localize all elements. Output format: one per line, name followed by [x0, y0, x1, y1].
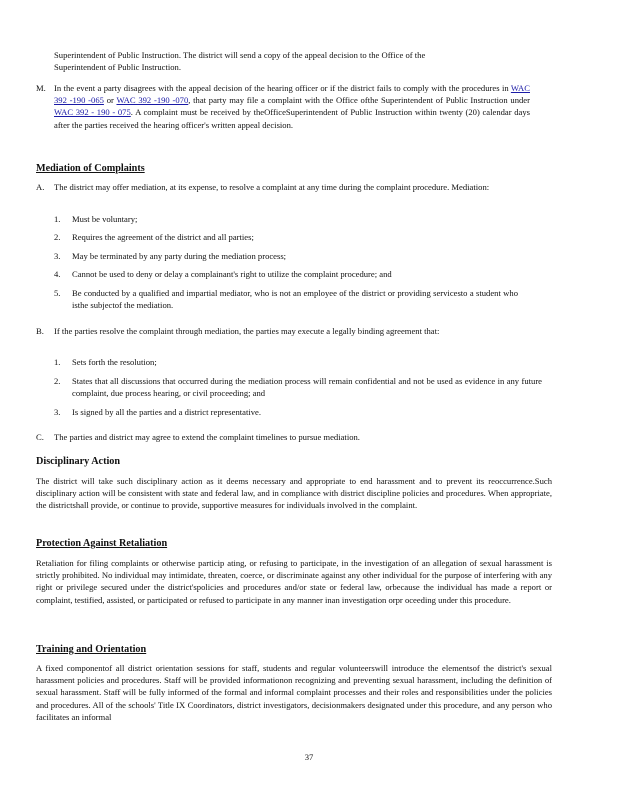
mediation-b-paragraph: If the parties resolve the complaint through mediation, the parties may execute a legally binding agreement that: [54, 326, 440, 336]
continuation-line-1: Superintendent of Public Instruction. The district will send a copy of the appeal decision to the Office of the [54, 50, 426, 60]
list-number: 1. [54, 214, 61, 224]
item-marker-m: M. [36, 83, 46, 93]
item-m-text-1: In the event a party disagrees with the appeal decision of the hearing officer or if the district fails to comply with the procedures in [54, 83, 509, 93]
section-heading-mediation: Mediation of Complaints [36, 163, 145, 174]
list-number: 3. [54, 251, 61, 261]
list-number: 3. [54, 407, 61, 417]
item-m-text-4: . A complaint must be received by theOfficeSuperintendent of Public Instruction within twenty (20) calendar days after the parties received the hearing officer's written appeal decision. [54, 107, 530, 130]
mediation-c-paragraph: The parties and district may agree to extend the complaint timelines to pursue mediation. [54, 432, 360, 442]
training-paragraph: A fixed componentof all district orientation sessions for staff, students and regular volunteerswill introduce the elementsof the district's sexual harassment policies and procedures. Staff will be provided informationon recognizing and preventing sexual harassment, including the definition of sexual harassment. Staff will be fully informed of the formal and informal complaint processes and their roles and responsibilities under the policies and procedures. All of the schools' Title IX Coordinators, district investigators, decisionmakers designated under this procedure, and any person who facilitates an informal [36, 663, 552, 722]
mediation-a-paragraph: The district may offer mediation, at its expense, to resolve a complaint at any time during the complaint procedure. Mediation: [54, 182, 490, 192]
list-number: 2. [54, 376, 61, 386]
section-heading-training: Training and Orientation [36, 644, 147, 655]
mediation-a-item-4: Cannot be used to deny or delay a complainant's right to utilize the complaint procedure; and [72, 269, 392, 279]
wac-link-065[interactable]: WAC 392 -190 -065 [54, 83, 530, 106]
list-number: 4. [54, 269, 61, 279]
item-m-paragraph [54, 82, 530, 131]
item-marker-b: B. [36, 326, 44, 336]
mediation-b-item-3: Is signed by all the parties and a district representative. [72, 407, 261, 417]
continuation-line-2: Superintendent of Public Instruction. [54, 62, 181, 73]
wac-link-070[interactable]: WAC 392 -190 -070 [116, 95, 189, 106]
mediation-a-item-5: Be conducted by a qualified and impartial mediator, who is not an employee of the district or providing servicesto a student who isthe subjectof the mediation. [72, 288, 518, 311]
list-number: 5. [54, 288, 61, 298]
section-heading-disciplinary: Disciplinary Action [36, 456, 121, 467]
mediation-b-item-2: States that all discussions that occurred during the mediation process will remain confidential and not be used as evidence in any future complaint, due process hearing, or civil proceeding; and [72, 376, 542, 399]
item-m-text-2: or [106, 95, 114, 106]
list-number: 2. [54, 232, 61, 242]
disciplinary-paragraph: The district will take such disciplinary action as it deems necessary and appropriate to end harassment and to prevent its reoccurrence.Such disciplinary action will be consistent with state and federal law, and in compliance with district discipline policies and procedures. When appropriate, the districtshall provide, or continue to provide, supportive measures for individuals involved in the complaint. [36, 476, 552, 511]
mediation-a-item-3: May be terminated by any party during the mediation process; [72, 251, 287, 261]
mediation-b-item-1: Sets forth the resolution; [72, 357, 157, 367]
wac-link-075[interactable]: WAC 392 - 190 - 075 [54, 107, 131, 118]
item-marker-c: C. [36, 432, 44, 442]
item-marker-a: A. [36, 182, 45, 192]
list-number: 1. [54, 357, 61, 367]
page-number: 37 [304, 752, 314, 762]
item-m-text-3: , that party may file a complaint with the Office ofthe Superintendent of Public Instruction under [188, 95, 530, 106]
continuation-paragraph [54, 49, 568, 73]
retaliation-paragraph: Retaliation for filing complaints or otherwise particip ating, or refusing to participate, in the investigation of an allegation of sexual harassment is strictly prohibited. No individual may intimidate, threaten, coerce, or discriminate against any other individual for the purpose of interfering with any right or privilege secured under the district'spolicies and procedures and/or state or federal law, orbecause the individual has made a report or complaint, testified, assisted, or participated or refused to participate in any manner inan investigation orpr oceeding under this procedure. [36, 558, 552, 605]
mediation-a-item-2: Requires the agreement of the district and all parties; [72, 232, 254, 242]
section-heading-retaliation: Protection Against Retaliation [36, 538, 168, 549]
mediation-a-item-1: Must be voluntary; [72, 214, 138, 224]
